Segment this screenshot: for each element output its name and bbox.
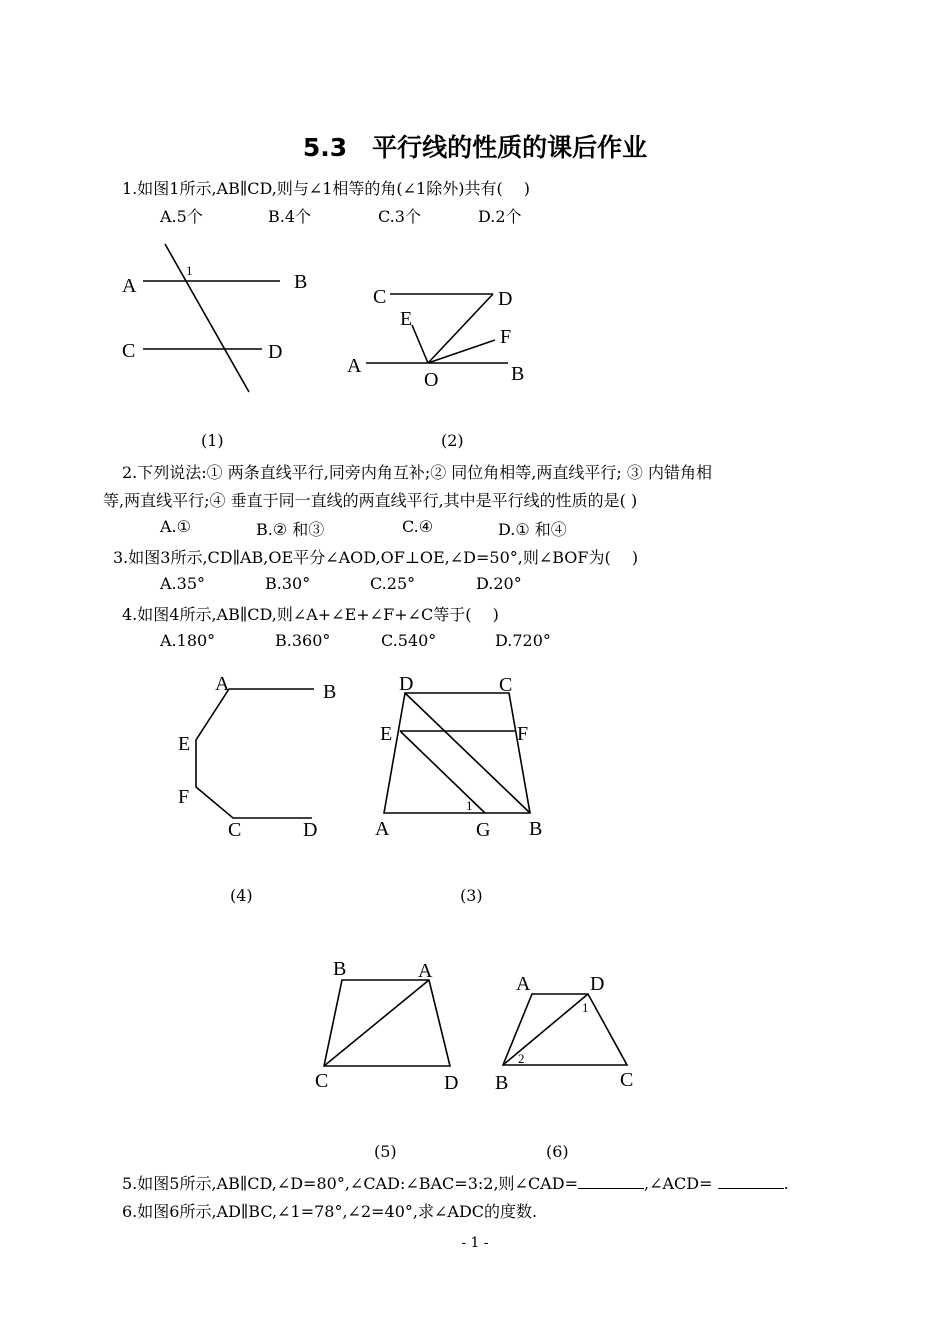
q2-option-d: D.① 和④: [498, 520, 567, 539]
fig3-label-c: C: [499, 674, 513, 696]
q3-option-b: B.30°: [265, 574, 311, 593]
caption-fig-5: (5): [374, 1142, 397, 1161]
fig3-angle-1: 1: [466, 798, 473, 813]
question-2-line-2: 等,两直线平行;④ 垂直于同一直线的两直线平行,其中是平行线的性质的是( ): [103, 491, 638, 510]
question-5-mid: ,∠ACD=: [643, 1174, 713, 1193]
q4-option-b: B.360°: [275, 631, 331, 650]
fig2-label-o: O: [424, 369, 439, 391]
q3-option-d: D.20°: [476, 574, 522, 593]
question-3-text: 3.如图3所示,CD∥AB,OE平分∠AOD,OF⊥OE,∠D=50°,则∠BOF为( ): [113, 548, 639, 567]
caption-fig-4: (4): [230, 886, 253, 905]
fig2-ray-oe: [412, 325, 428, 363]
fig6-label-a: A: [516, 973, 531, 995]
caption-fig-1: (1): [201, 431, 224, 450]
fig3-label-g: G: [476, 819, 491, 841]
fig6-label-c: C: [620, 1069, 634, 1091]
q2-option-b: B.② 和③: [256, 520, 325, 539]
fig2-label-a: A: [347, 355, 362, 377]
question-5-end: .: [783, 1174, 789, 1193]
fig5-label-c: C: [315, 1070, 329, 1092]
q4-option-a: A.180°: [160, 631, 216, 650]
q1-option-a: A.5个: [160, 207, 203, 226]
caption-fig-6: (6): [546, 1142, 569, 1161]
fig3-label-d: D: [399, 673, 414, 695]
figure-1: [122, 244, 307, 392]
q4-option-c: C.540°: [381, 631, 437, 650]
fig1-label-d: D: [268, 341, 283, 363]
fig2-label-f: F: [500, 326, 512, 348]
fig3-label-a: A: [375, 818, 390, 840]
fig1-angle-1: 1: [186, 263, 193, 278]
fig3-label-e: E: [380, 723, 393, 745]
fig5-label-b: B: [333, 958, 347, 980]
fig5-label-d: D: [444, 1072, 459, 1094]
figure-5: [315, 958, 458, 1094]
question-2-line-1: 2.下列说法:① 两条直线平行,同旁内角互补;② 同位角相等,两直线平行; ③ 内错角相: [122, 463, 712, 482]
q1-option-d: D.2个: [478, 207, 522, 226]
fig1-label-b: B: [294, 271, 308, 293]
page-number: - 1 -: [461, 1235, 489, 1251]
fig1-label-a: A: [122, 275, 137, 297]
fig4-label-f: F: [178, 786, 190, 808]
fig2-label-b: B: [511, 363, 525, 385]
q2-option-c: C.④: [402, 517, 434, 536]
answer-blank-acd[interactable]: [718, 1174, 784, 1189]
caption-fig-3: (3): [460, 886, 483, 905]
fig3-trapezoid: [384, 693, 530, 813]
q4-option-d: D.720°: [495, 631, 551, 650]
question-5: [122, 1171, 789, 1194]
question-5-text: 5.如图5所示,AB∥CD,∠D=80°,∠CAD:∠BAC=3:2,则∠CAD=: [122, 1174, 578, 1193]
fig2-label-c: C: [373, 286, 387, 308]
fig1-label-c: C: [122, 340, 136, 362]
fig4-label-a: A: [215, 673, 230, 695]
q1-option-c: C.3个: [378, 207, 421, 226]
caption-fig-2: (2): [441, 431, 464, 450]
fig6-label-b: B: [495, 1072, 509, 1094]
fig6-diagonal-bd: [503, 994, 588, 1065]
fig6-angle-2: 2: [518, 1051, 525, 1066]
fig4-label-c: C: [228, 819, 242, 841]
question-1-text: 1.如图1所示,AB∥CD,则与∠1相等的角(∠1除外)共有( ): [122, 179, 531, 198]
fig4-label-b: B: [323, 681, 337, 703]
fig5-trapezoid: [324, 980, 450, 1066]
figure-6: [495, 973, 633, 1094]
fig6-angle-1: 1: [582, 1000, 589, 1015]
page-title: 5.3 平行线的性质的课后作业: [302, 133, 648, 162]
question-6-text: 6.如图6所示,AD∥BC,∠1=78°,∠2=40°,求∠ADC的度数.: [122, 1202, 538, 1221]
q2-option-a: A.①: [160, 517, 191, 536]
figure-4: [178, 673, 336, 841]
fig6-label-d: D: [590, 973, 605, 995]
q1-option-b: B.4个: [268, 207, 312, 226]
fig4-label-e: E: [178, 733, 191, 755]
fig1-transversal: [165, 244, 249, 392]
q3-option-c: C.25°: [370, 574, 416, 593]
fig2-label-d: D: [498, 288, 513, 310]
fig3-label-f: F: [517, 723, 529, 745]
fig4-label-d: D: [303, 819, 318, 841]
figure-3: [375, 673, 542, 841]
answer-blank-cad[interactable]: [578, 1174, 644, 1189]
fig4-path: [196, 689, 314, 818]
fig5-label-a: A: [418, 960, 433, 982]
q3-option-a: A.35°: [160, 574, 205, 593]
fig3-label-b: B: [529, 818, 543, 840]
question-4-text: 4.如图4所示,AB∥CD,则∠A+∠E+∠F+∠C等于( ): [122, 605, 499, 624]
figure-2: [347, 286, 524, 391]
fig2-label-e: E: [400, 308, 413, 330]
